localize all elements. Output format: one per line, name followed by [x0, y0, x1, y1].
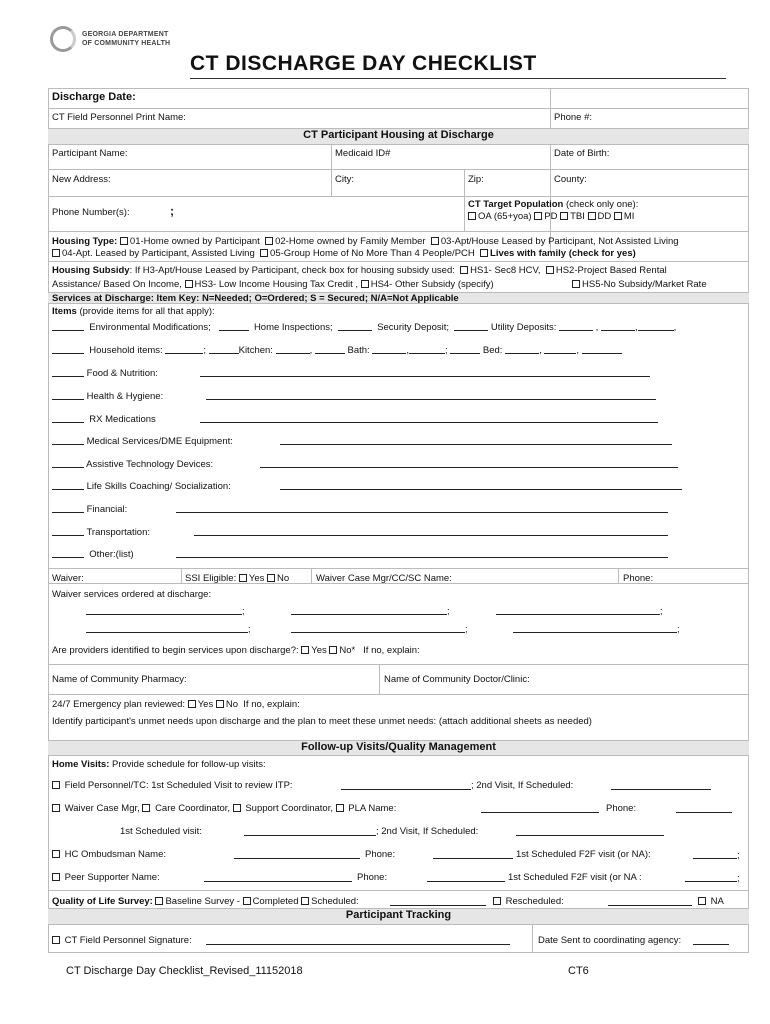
- bed-2-input[interactable]: [544, 344, 576, 354]
- qol-scheduled-input[interactable]: [390, 896, 486, 908]
- housing-01-checkbox[interactable]: [120, 237, 128, 245]
- date-sent-input[interactable]: [693, 935, 729, 947]
- care-coordinator-checkbox[interactable]: [142, 804, 150, 812]
- target-population-note: (check only one):: [563, 199, 639, 210]
- discharge-date-label: Discharge Date:: [52, 91, 136, 103]
- waiver-services-line-2[interactable]: ;: [291, 605, 450, 617]
- waiver-case-mgr-checkbox[interactable]: [52, 804, 60, 812]
- housing-03-checkbox[interactable]: [431, 237, 439, 245]
- field-personnel-visit: [52, 780, 293, 791]
- service-row-medical: [52, 435, 233, 447]
- service-row-transport: [52, 526, 150, 538]
- waiver-case-mgr-label: Waiver Case Mgr,: [64, 803, 140, 814]
- home-visits: [52, 759, 266, 770]
- ssi-yes-checkbox[interactable]: [239, 574, 247, 582]
- service-label: Other:(list): [89, 549, 134, 560]
- home-inspect-input[interactable]: [219, 321, 249, 331]
- items-note: (provide items for all that apply):: [76, 306, 215, 317]
- hc-f2f-input[interactable]: ;: [693, 849, 740, 861]
- service-status-input[interactable]: [52, 413, 84, 423]
- tracking-header: Participant Tracking: [345, 909, 452, 921]
- bed-prefix-input[interactable]: [450, 344, 480, 354]
- service-detail-line[interactable]: [280, 435, 672, 447]
- housing-subsidy-line-2: [52, 279, 494, 290]
- doctor-field[interactable]: Name of Community Doctor/Clinic:: [384, 674, 530, 685]
- pla-checkbox[interactable]: [336, 804, 344, 812]
- support-coordinator-label: Support Coordinator,: [245, 803, 333, 814]
- housing-type-line-2: [52, 248, 636, 259]
- waiver-services-line-6[interactable]: ;: [513, 623, 680, 635]
- hs4-checkbox[interactable]: [361, 280, 369, 288]
- no-label: No: [277, 573, 290, 584]
- hs5-label: HS5-No Subsidy/Market Rate: [582, 279, 707, 290]
- explain-label: If no, explain:: [243, 699, 300, 710]
- hs1-checkbox[interactable]: [460, 266, 468, 274]
- service-detail-line[interactable]: [176, 548, 668, 560]
- pla-phone-label: Phone:: [606, 803, 637, 814]
- service-detail-line[interactable]: [200, 413, 658, 425]
- first-scheduled-visit-input[interactable]: [244, 826, 376, 838]
- service-status-input[interactable]: [52, 435, 84, 445]
- providers-yes-checkbox[interactable]: [301, 646, 309, 654]
- hc-ombudsman-label: HC Ombudsman Name:: [64, 849, 167, 860]
- first-scheduled-visit-label: 1st Scheduled visit:: [120, 826, 202, 837]
- completed-label: Completed: [252, 896, 299, 907]
- services-key: Services at Discharge: Item Key: N=Needed; O=Ordered; S = Secured; N/A=Not Applicable: [52, 293, 459, 304]
- qol-rescheduled: [493, 896, 564, 907]
- subsidy-text-2: Assistance/ Based On Income,: [52, 279, 182, 290]
- county-field[interactable]: County:: [554, 174, 587, 185]
- date-sent-label: Date Sent to coordinating agency:: [538, 935, 682, 946]
- housing-04-label: 04-Apt. Leased by Participant, Assisted Living: [62, 248, 255, 259]
- support-coordinator-checkbox[interactable]: [233, 804, 241, 812]
- hc-ombudsman-input[interactable]: [234, 849, 360, 861]
- scheduled-checkbox[interactable]: [301, 897, 309, 905]
- service-row-other: [52, 548, 134, 560]
- waiver-case-mgr-field[interactable]: Waiver Case Mgr/CC/SC Name:: [316, 573, 452, 584]
- housing-03-label: 03-Apt/House Leased by Participant, Not Assisted Living: [440, 236, 679, 247]
- ssi-no-checkbox[interactable]: [267, 574, 275, 582]
- comma: ,: [673, 322, 677, 333]
- household-label: Household items:: [89, 345, 163, 356]
- utility-3-input[interactable]: [638, 321, 674, 331]
- peer-phone-label: Phone:: [357, 872, 388, 883]
- items-label: [52, 306, 215, 317]
- logo-text: [82, 30, 170, 48]
- personnel-print-name[interactable]: CT Field Personnel Print Name:: [52, 112, 186, 123]
- zip-field[interactable]: Zip:: [468, 174, 484, 185]
- utility-deposit-label: Utility Deposits:: [490, 322, 557, 333]
- housing-02-label: 02-Home owned by Family Member: [275, 236, 426, 247]
- yes-label: Yes: [311, 645, 327, 656]
- yes-label: Yes: [248, 573, 265, 584]
- qol-survey: [52, 896, 359, 907]
- phone-separator: ;: [170, 204, 174, 218]
- bed-3-input[interactable]: [582, 344, 622, 354]
- target-population-options: [468, 211, 634, 222]
- care-coordinator-label: Care Coordinator,: [155, 803, 231, 814]
- explain-label: If no, explain:: [363, 645, 420, 656]
- logo-icon: [50, 26, 76, 52]
- housing-type-label: Housing Type:: [52, 236, 118, 247]
- bed-label: Bed:: [482, 345, 503, 356]
- bath-2-input[interactable]: [409, 344, 445, 354]
- oa-checkbox[interactable]: [468, 212, 476, 220]
- waiver-phone-field[interactable]: Phone:: [623, 573, 654, 584]
- env-mod-label: Environmental Modifications;: [89, 322, 211, 333]
- no-label: No: [225, 699, 239, 710]
- service-label: Assistive Technology Devices:: [86, 459, 214, 470]
- peer-supporter: [52, 872, 160, 883]
- service-detail-line[interactable]: [280, 480, 682, 492]
- no-star-label: No*: [339, 645, 356, 656]
- service-detail-line[interactable]: [194, 526, 668, 538]
- bath-prefix-input[interactable]: [315, 344, 345, 354]
- services-line-2: Household items: ; Kitchen: , Bath: , ; Bed: , ,: [52, 344, 622, 356]
- signature-field: [52, 935, 192, 946]
- subsidy-label: Housing Subsidy: [52, 265, 130, 276]
- second-if-scheduled-input[interactable]: [516, 826, 664, 838]
- service-row-health: [52, 390, 163, 402]
- security-deposit-label: Security Deposit;: [377, 322, 449, 333]
- service-label: Life Skills Coaching/ Socialization:: [86, 481, 231, 492]
- hs3-checkbox[interactable]: [185, 280, 193, 288]
- housing-05-checkbox[interactable]: [260, 249, 268, 257]
- yes-label: Yes: [197, 699, 214, 710]
- kitchen-label: Kitchen:: [238, 345, 273, 356]
- tbi-label: TBI: [570, 211, 585, 222]
- target-population-title: CT Target Population: [468, 199, 564, 210]
- utility-deposit-input[interactable]: [454, 321, 488, 331]
- followup-header: Follow-up Visits/Quality Management: [301, 741, 496, 753]
- new-address-field[interactable]: New Address:: [52, 174, 111, 185]
- service-label: Health & Hygiene:: [86, 391, 164, 402]
- comma: ,: [634, 322, 638, 333]
- service-status-input[interactable]: [52, 390, 84, 400]
- dd-checkbox[interactable]: [588, 212, 596, 220]
- na-checkbox[interactable]: [698, 897, 706, 905]
- housing-02-checkbox[interactable]: [265, 237, 273, 245]
- hs1-label: HS1- Sec8 HCV,: [470, 265, 541, 276]
- service-status-input[interactable]: [52, 503, 84, 513]
- signature-checkbox[interactable]: [52, 936, 60, 944]
- peer-f2f-label: 1st Scheduled F2F visit (or NA :: [508, 872, 642, 883]
- peer-phone-input[interactable]: [427, 872, 505, 884]
- title-rule: [190, 78, 726, 79]
- security-deposit-input[interactable]: [338, 321, 372, 331]
- bed-1-input[interactable]: [505, 344, 539, 354]
- phone-number-field[interactable]: Phone #:: [554, 112, 593, 123]
- housing-01-label: 01-Home owned by Participant: [129, 236, 260, 247]
- service-label: Medical Services/DME Equipment:: [86, 436, 233, 447]
- service-status-input[interactable]: [52, 548, 84, 558]
- home-visits-text: Provide schedule for follow-up visits:: [109, 759, 266, 770]
- hc-ombudsman: [52, 849, 166, 860]
- qol-na: [698, 896, 724, 907]
- kitchen-prefix-input[interactable]: [209, 344, 239, 354]
- peer-supporter-checkbox[interactable]: [52, 873, 60, 881]
- waiver-services-line-4[interactable]: ;: [86, 623, 251, 635]
- emergency-yes-checkbox[interactable]: [188, 700, 196, 708]
- pd-checkbox[interactable]: [534, 212, 542, 220]
- phone-numbers-field[interactable]: Phone Number(s):: [52, 207, 130, 218]
- service-row-financial: [52, 503, 127, 515]
- hs3-label: HS3- Low Income Housing Tax Credit ,: [194, 279, 359, 290]
- service-row-assistive: [52, 458, 213, 470]
- housing-05-label: 05-Group Home of No More Than 4 People/PCH: [270, 248, 475, 259]
- emergency-label: 24/7 Emergency plan reviewed:: [52, 699, 186, 710]
- pla-name-input[interactable]: [481, 803, 599, 815]
- signature-label: CT Field Personnel Signature:: [64, 935, 192, 946]
- subsidy-text: : If H3-Apt/House Leased by Participant, check box for housing subsidy used:: [129, 265, 455, 276]
- waiver-label: Waiver:: [52, 573, 84, 584]
- logo-line-1: GEORGIA DEPARTMENT: [82, 31, 169, 38]
- services-line-1: [52, 321, 676, 333]
- participant-name-field[interactable]: Participant Name:: [52, 148, 128, 159]
- pla-name-label: PLA Name:: [348, 803, 397, 814]
- lives-with-family-label: Lives with family (check for yes): [490, 248, 636, 259]
- unmet-needs[interactable]: Identify participant's unmet needs upon discharge and the plan to meet these unmet needs: (attach additional sheets as needed): [52, 716, 592, 727]
- checklist-form: [48, 88, 749, 953]
- field-personnel-label: Field Personnel/TC: 1st Scheduled Visit to review ITP:: [64, 780, 293, 791]
- emergency-plan: [52, 699, 300, 710]
- housing-subsidy-line-1: [52, 265, 667, 276]
- pd-label: PD: [544, 211, 558, 222]
- peer-f2f-input[interactable]: ;: [685, 872, 740, 884]
- na-label: NA: [710, 896, 724, 907]
- kitchen-input[interactable]: [276, 344, 310, 354]
- waiver-services-label: Waiver services ordered at discharge:: [52, 589, 212, 600]
- rescheduled-checkbox[interactable]: [493, 897, 501, 905]
- pla-phone-input[interactable]: [676, 803, 732, 815]
- bath-label: Bath:: [347, 345, 370, 356]
- providers-label: Are providers identified to begin services upon discharge?:: [52, 645, 299, 656]
- first-visit-date[interactable]: [341, 780, 471, 792]
- hs2-checkbox[interactable]: [546, 266, 554, 274]
- hs5-checkbox[interactable]: [572, 280, 580, 288]
- second-visit-label: ; 2nd Visit, If Scheduled:: [471, 780, 574, 791]
- service-label: Transportation:: [86, 527, 151, 538]
- second-visit-date[interactable]: [611, 780, 711, 792]
- service-label: Food & Nutrition:: [86, 368, 158, 379]
- baseline-label: Baseline Survey -: [165, 896, 240, 907]
- logo-line-2: OF COMMUNITY HEALTH: [82, 40, 171, 47]
- mi-checkbox[interactable]: [614, 212, 622, 220]
- hc-phone-label: Phone:: [365, 849, 396, 860]
- service-detail-line[interactable]: [260, 458, 678, 470]
- second-if-scheduled-label: ; 2nd Visit, If Scheduled:: [376, 826, 479, 837]
- utility-2-input[interactable]: [601, 321, 635, 331]
- providers-no-checkbox[interactable]: [329, 646, 337, 654]
- home-inspect-label: Home Inspections;: [253, 322, 333, 333]
- tbi-checkbox[interactable]: [560, 212, 568, 220]
- oa-label: OA (65+yoa): [478, 211, 532, 222]
- hs2-label: HS2-Project Based Rental: [555, 265, 667, 276]
- baseline-checkbox[interactable]: [155, 897, 163, 905]
- peer-supporter-label: Peer Supporter Name:: [64, 872, 160, 883]
- field-personnel-checkbox[interactable]: [52, 781, 60, 789]
- providers-question: [52, 645, 420, 656]
- emergency-no-checkbox[interactable]: [216, 700, 224, 708]
- hc-phone-input[interactable]: [433, 849, 513, 861]
- service-row-life-skills: [52, 480, 231, 492]
- household-input[interactable]: [52, 344, 84, 354]
- hc-ombudsman-checkbox[interactable]: [52, 850, 60, 858]
- rescheduled-label: Rescheduled:: [505, 896, 564, 907]
- footer-doc-id: CT Discharge Day Checklist_Revised_11152018: [66, 965, 303, 977]
- dd-label: DD: [597, 211, 612, 222]
- service-detail-line[interactable]: [206, 390, 656, 402]
- mi-label: MI: [623, 211, 635, 222]
- household-2-input[interactable]: [165, 344, 203, 354]
- dob-field[interactable]: Date of Birth:: [554, 148, 610, 159]
- service-status-input[interactable]: [52, 480, 84, 490]
- env-mod-input[interactable]: [52, 321, 84, 331]
- footer-page-code: CT6: [568, 965, 589, 977]
- lives-with-family-checkbox[interactable]: [480, 249, 488, 257]
- waiver-services-line-5[interactable]: ;: [291, 623, 468, 635]
- waiver-services-line-1[interactable]: ;: [86, 605, 245, 617]
- form-border: [48, 88, 749, 953]
- completed-checkbox[interactable]: [243, 897, 251, 905]
- items-title: Items: [52, 306, 77, 317]
- service-status-input[interactable]: [52, 458, 84, 468]
- pharmacy-field[interactable]: Name of Community Pharmacy:: [52, 674, 187, 685]
- service-detail-line[interactable]: [176, 503, 668, 515]
- scheduled-label: Scheduled:: [311, 896, 359, 907]
- housing-04-checkbox[interactable]: [52, 249, 60, 257]
- peer-supporter-input[interactable]: [204, 872, 352, 884]
- bath-1-input[interactable]: [372, 344, 406, 354]
- case-manager-options: [52, 803, 396, 814]
- service-row-rx: [52, 413, 156, 425]
- service-status-input[interactable]: [52, 526, 84, 536]
- service-label: Financial:: [86, 504, 128, 515]
- utility-1-input[interactable]: [559, 321, 593, 331]
- hs4-label: HS4- Other Subsidy (specify): [370, 279, 494, 290]
- city-field[interactable]: City:: [335, 174, 354, 185]
- service-status-input[interactable]: [52, 367, 84, 377]
- housing-header: CT Participant Housing at Discharge: [303, 129, 494, 141]
- service-row-food: [52, 367, 158, 379]
- home-visits-label: Home Visits:: [52, 759, 110, 770]
- hc-f2f-label: 1st Scheduled F2F visit (or NA):: [516, 849, 651, 860]
- service-label: RX Medications: [89, 414, 156, 425]
- housing-type-line-1: [52, 236, 679, 247]
- ssi-label: SSI Eligible:: [185, 573, 237, 584]
- target-population-label: [468, 199, 638, 210]
- waiver-services-line-3[interactable]: ;: [496, 605, 663, 617]
- qol-rescheduled-input[interactable]: [608, 896, 692, 908]
- hs5-option: [572, 279, 707, 290]
- signature-input[interactable]: [206, 935, 510, 947]
- comma: ,: [595, 322, 599, 333]
- page-title: CT DISCHARGE DAY CHECKLIST: [190, 52, 537, 75]
- service-detail-line[interactable]: [200, 367, 650, 379]
- qol-label: Quality of Life Survey:: [52, 896, 153, 907]
- medicaid-id-field[interactable]: Medicaid ID#: [335, 148, 391, 159]
